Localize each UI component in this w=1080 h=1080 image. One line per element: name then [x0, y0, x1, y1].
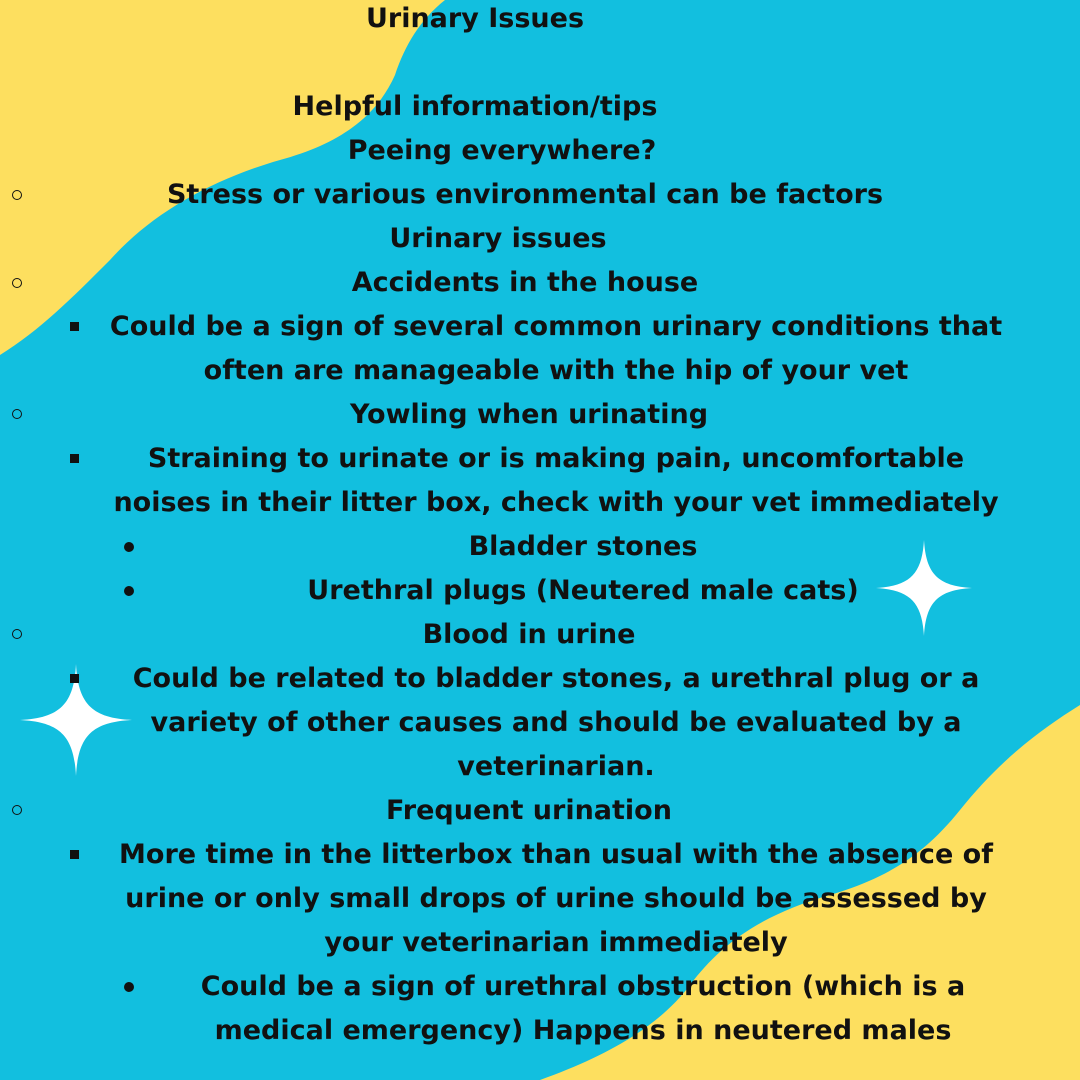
filled-circle-bullet	[124, 542, 134, 552]
hollow-circle-bullet	[12, 409, 22, 419]
list-item: Stress or various environmental can be factors	[166, 179, 884, 210]
subtitle: Helpful information/tips	[292, 91, 658, 122]
list-item: Straining to urinate or is making pain, uncomfortable	[147, 443, 965, 474]
list-item: Blood in urine	[422, 619, 636, 650]
list-item: Urethral plugs (Neutered male cats)	[307, 575, 859, 606]
hollow-circle-bullet	[12, 190, 22, 200]
square-bullet	[70, 850, 79, 859]
list-item: More time in the litterbox than usual with the absence of	[119, 839, 993, 870]
title: Urinary Issues	[365, 3, 585, 34]
list-item: often are manageable with the hip of your vet	[203, 355, 909, 386]
list-item: Could be a sign of urethral obstruction (which is a	[200, 971, 966, 1002]
hollow-circle-bullet	[12, 629, 22, 639]
filled-circle-bullet	[124, 982, 134, 992]
filled-circle-bullet	[124, 586, 134, 596]
square-bullet	[70, 674, 79, 683]
list-item: Bladder stones	[468, 531, 698, 562]
list-item: Frequent urination	[386, 795, 672, 826]
list-item: your veterinarian immediately	[324, 927, 788, 958]
list-item: noises in their litter box, check with your vet immediately	[113, 487, 999, 518]
list-item: medical emergency) Happens in neutered males	[214, 1015, 952, 1046]
section-heading: Urinary issues	[389, 223, 607, 254]
list-item: Could be a sign of several common urinary conditions that	[109, 311, 1003, 342]
list-item: Accidents in the house	[351, 267, 699, 298]
list-item: Yowling when urinating	[349, 399, 709, 430]
list-item: urine or only small drops of urine should be assessed by	[125, 883, 987, 914]
section-heading: Peeing everywhere?	[347, 135, 657, 166]
hollow-circle-bullet	[12, 278, 22, 288]
square-bullet	[70, 454, 79, 463]
hollow-circle-bullet	[12, 805, 22, 815]
list-item: veterinarian.	[457, 751, 655, 782]
square-bullet	[70, 322, 79, 331]
list-item: variety of other causes and should be evaluated by a	[150, 707, 962, 738]
list-item: Could be related to bladder stones, a urethral plug or a	[132, 663, 980, 694]
